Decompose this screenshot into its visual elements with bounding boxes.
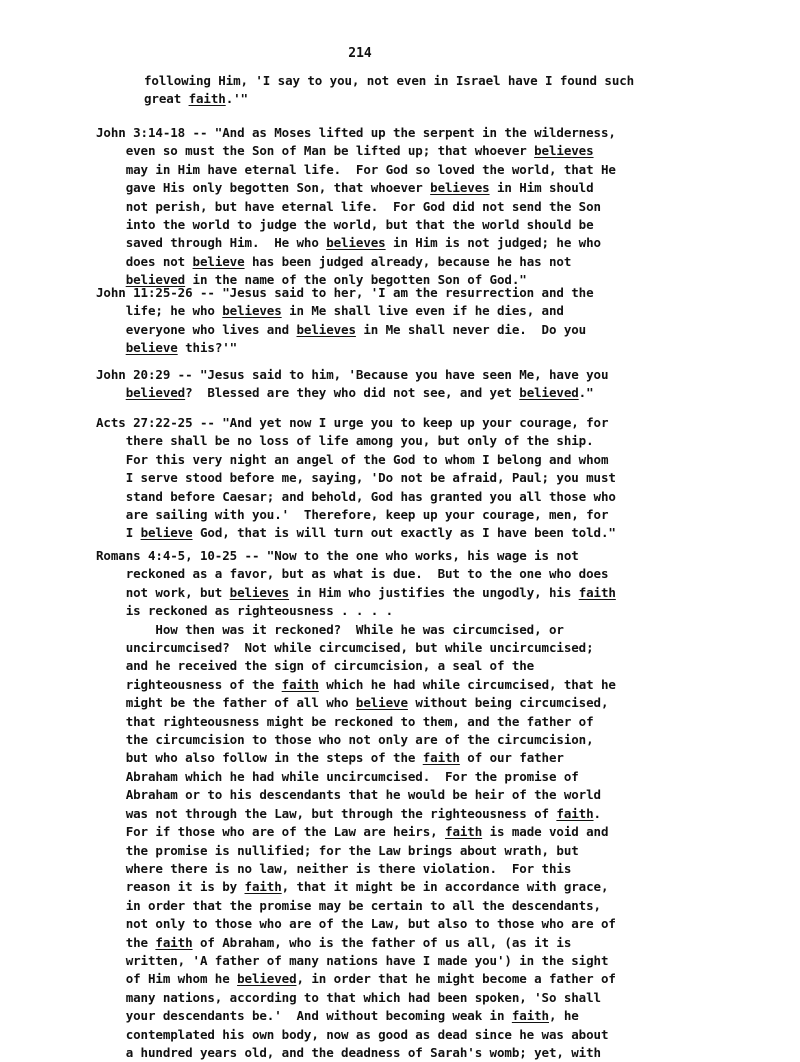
text-segment: righteousness of the <box>96 676 282 692</box>
text-segment: does not <box>96 253 193 269</box>
text-line <box>96 506 616 524</box>
text-line <box>96 823 616 841</box>
text-segment <box>96 385 126 400</box>
text-segment: reason it is by <box>96 879 245 895</box>
passage-acts-27-22-25 <box>96 414 616 543</box>
text-line <box>96 786 616 804</box>
text-line <box>96 731 616 749</box>
text-segment: life; he who <box>96 303 223 319</box>
text-line <box>96 547 616 565</box>
underlined-word: faith <box>188 91 226 107</box>
text-line <box>96 584 616 602</box>
text-line <box>96 234 616 252</box>
text-line <box>96 432 616 450</box>
text-line <box>96 713 616 731</box>
text-line <box>96 860 616 878</box>
underlined-word: faith <box>556 805 594 821</box>
text-segment: ? Blessed are they who did not see, and yet <box>185 385 520 401</box>
text-segment: in Me shall never die. Do you <box>355 321 587 337</box>
text-segment: in Him should <box>489 180 594 196</box>
text-line <box>96 524 616 542</box>
text-segment: where there is no law, neither is there violation. For this <box>96 860 572 876</box>
text-segment: is reckoned as righteousness . . . . <box>96 603 394 619</box>
text-line <box>96 124 616 142</box>
text-line <box>96 897 616 915</box>
text-line <box>144 72 634 90</box>
text-segment: into the world to judge the world, but that the world should be <box>96 217 594 233</box>
text-segment: in Me shall live even if he dies, and <box>281 303 564 319</box>
text-line <box>96 989 616 1007</box>
text-line <box>96 970 616 988</box>
text-line <box>96 284 594 302</box>
underlined-word: believes <box>229 584 290 600</box>
text-segment: in order that the promise may be certain to all the descendants, <box>96 897 601 913</box>
text-line <box>96 749 616 767</box>
underlined-word: faith <box>511 1008 549 1024</box>
underlined-word: believe <box>125 340 178 356</box>
text-segment: was not through the Law, but through the righteousness of <box>96 805 557 821</box>
text-line <box>96 842 616 860</box>
text-line <box>96 451 616 469</box>
text-segment: written, 'A father of many nations have I made you') in the sight <box>96 952 609 968</box>
text-line <box>96 1007 616 1025</box>
text-line <box>96 694 616 712</box>
text-line <box>96 565 616 583</box>
text-segment: . <box>593 805 601 821</box>
text-segment: in Him is not judged; he who <box>385 235 601 251</box>
text-segment: a hundred years old, and the deadness of Sarah's womb; yet, with <box>96 1044 601 1060</box>
text-segment: of our father <box>459 750 564 766</box>
text-line <box>96 469 616 487</box>
text-line <box>96 321 594 339</box>
text-line <box>96 253 616 271</box>
text-segment: Acts 27:22-25 -- "And yet now I urge you to keep up your courage, for <box>96 415 609 430</box>
underlined-word: believes <box>222 303 282 319</box>
text-segment: ." <box>578 385 594 401</box>
text-segment: I <box>96 525 141 541</box>
text-line <box>96 639 616 657</box>
text-segment: your descendants be.' And without becoming weak in <box>96 1008 512 1024</box>
text-line <box>96 216 616 234</box>
underlined-word: faith <box>422 750 460 766</box>
text-segment: For this very night an angel of the God to whom I belong and whom <box>96 451 609 467</box>
underlined-word: faith <box>281 676 319 692</box>
text-segment: but who also follow in the steps of the <box>96 750 423 766</box>
passage-john-20-29 <box>96 366 608 403</box>
text-line <box>96 952 616 970</box>
underlined-word: believe <box>192 253 245 269</box>
page-number: 214 <box>348 46 372 61</box>
text-line <box>96 384 608 402</box>
text-segment: stand before Caesar; and behold, God has granted you all those who <box>96 488 616 504</box>
underlined-word: believes <box>296 321 356 337</box>
underlined-word: faith <box>445 824 483 840</box>
text-segment: following Him, 'I say to you, not even in Israel have I found such <box>144 73 635 88</box>
text-line <box>96 934 616 952</box>
text-segment: gave His only begotten Son, that whoever <box>96 180 431 196</box>
text-line <box>96 142 616 160</box>
underlined-word: believed <box>237 971 297 987</box>
text-segment: the promise is nullified; for the Law brings about wrath, but <box>96 842 579 858</box>
text-segment: may in Him have eternal life. For God so loved the world, that He <box>96 161 616 177</box>
underlined-word: believed <box>519 385 579 401</box>
text-segment: .'" <box>225 91 248 107</box>
text-segment: How then was it reckoned? While he was circumcised, or <box>96 621 564 637</box>
text-segment: of Abraham, who is the father of us all, (as it is <box>192 934 572 950</box>
text-segment: Romans 4:4-5, 10-25 -- "Now to the one who works, his wage is not <box>96 548 579 563</box>
text-line <box>96 414 616 432</box>
underlined-word: believes <box>430 180 490 196</box>
underlined-word: believed <box>125 272 186 288</box>
text-segment: of Him whom he <box>96 971 238 987</box>
underlined-word: believe <box>140 525 193 541</box>
text-segment: this?'" <box>177 340 238 356</box>
text-segment: without being circumcised, <box>407 695 609 711</box>
text-segment: , that it might be in accordance with grace, <box>281 879 609 895</box>
text-segment: saved through Him. He who <box>96 235 327 251</box>
text-line <box>96 161 616 179</box>
text-segment: even so must the Son of Man be lifted up; that whoever <box>96 143 535 159</box>
text-line <box>96 768 616 786</box>
text-segment: not perish, but have eternal life. For God did not send the Son <box>96 198 601 214</box>
underlined-word: believes <box>326 235 386 251</box>
text-segment: John 3:14-18 -- "And as Moses lifted up the serpent in the wilderness, <box>96 125 616 140</box>
text-line <box>96 488 616 506</box>
text-segment: Abraham which he had while uncircumcised. For the promise of <box>96 768 579 784</box>
underlined-word: faith <box>155 934 193 950</box>
text-segment: in Him who justifies the ungodly, his <box>289 584 579 600</box>
text-segment: uncircumcised? Not while circumcised, but while uncircumcised; <box>96 640 594 656</box>
text-segment: the circumcision to those who not only are of the circumcision, <box>96 732 594 748</box>
passage-john-11-25-26 <box>96 284 594 358</box>
text-segment: might be the father of all who <box>96 695 356 711</box>
text-line <box>96 878 616 896</box>
text-segment: God, that is will turn out exactly as I have been told." <box>192 525 616 541</box>
text-segment <box>96 340 126 355</box>
text-line <box>96 179 616 197</box>
text-line <box>96 805 616 823</box>
text-segment: the <box>96 934 156 950</box>
text-line <box>96 602 616 620</box>
text-segment: I serve stood before me, saying, 'Do not be afraid, Paul; you must <box>96 470 616 486</box>
passage-romans-4 <box>96 547 616 1062</box>
text-segment: John 20:29 -- "Jesus said to him, 'Because you have seen Me, have you <box>96 367 609 382</box>
text-line <box>96 915 616 933</box>
continuation-passage <box>144 72 634 109</box>
text-segment: many nations, according to that which had been spoken, 'So shall <box>96 989 601 1005</box>
text-segment: , in order that he might become a father of <box>296 971 616 987</box>
text-segment: which he had while circumcised, that he <box>318 676 616 692</box>
text-line <box>144 90 634 108</box>
text-line <box>96 1044 616 1062</box>
text-line <box>96 198 616 216</box>
text-segment: Abraham or to his descendants that he would be heir of the world <box>96 787 601 803</box>
underlined-word: believed <box>125 385 186 401</box>
text-segment: reckoned as a favor, but as what is due. But to the one who does <box>96 566 609 582</box>
text-segment: John 11:25-26 -- "Jesus said to her, 'I am the resurrection and the <box>96 285 594 300</box>
text-segment: are sailing with you.' Therefore, keep up your courage, men, for <box>96 507 609 523</box>
underlined-word: faith <box>578 584 616 600</box>
text-segment: and he received the sign of circumcision, a seal of the <box>96 658 535 674</box>
text-segment: that righteousness might be reckoned to them, and the father of <box>96 713 594 729</box>
text-segment: everyone who lives and <box>96 321 297 337</box>
underlined-word: believe <box>355 695 408 711</box>
text-line <box>96 339 594 357</box>
text-line <box>96 621 616 639</box>
text-line <box>96 1026 616 1044</box>
underlined-word: faith <box>244 879 282 895</box>
text-segment: has been judged already, because he has not <box>244 253 572 269</box>
text-line <box>96 676 616 694</box>
passage-john-3-14-18 <box>96 124 616 290</box>
text-segment: is made void and <box>482 824 609 840</box>
text-segment: there shall be no loss of life among you, but only of the ship. <box>96 433 594 449</box>
text-line <box>96 366 608 384</box>
text-segment: not only to those who are of the Law, but also to those who are of <box>96 916 616 932</box>
text-segment: , he <box>548 1008 579 1024</box>
text-segment: not work, but <box>96 584 230 600</box>
text-line <box>96 657 616 675</box>
underlined-word: believes <box>534 143 594 159</box>
text-segment: great <box>144 91 189 107</box>
text-segment: in the name of the only begotten Son of God." <box>185 272 527 288</box>
text-line <box>96 302 594 320</box>
text-segment: contemplated his own body, now as good as dead since he was about <box>96 1026 609 1042</box>
text-segment: For if those who are of the Law are heirs, <box>96 824 446 840</box>
